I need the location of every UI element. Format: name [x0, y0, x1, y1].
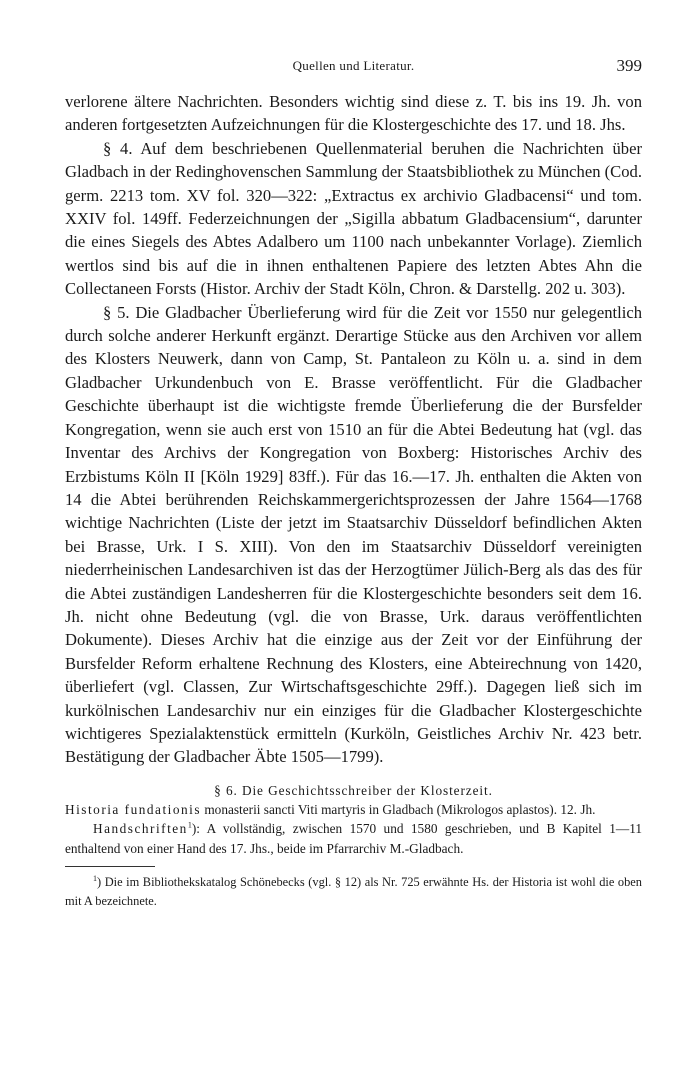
footnote-rule — [65, 866, 155, 867]
footnote-reference: 1 — [187, 820, 192, 830]
page-number: 399 — [616, 56, 642, 75]
main-text — [65, 90, 642, 769]
manuscripts-description: ): A vollständig, zwischen 1570 und 1580 geschrieben, und B Kapitel 1—11 enthaltend von einer Hand des 17. Jhs., beide im Pfarrarchiv M.-Gladbach. — [65, 821, 642, 856]
footnote-text: ) Die im Bibliothekskatalog Schönebecks (vgl. § 12) als Nr. 725 erwähnte Hs. der Historia ist wohl die oben mit A bezeichnete. — [65, 875, 642, 908]
section-6-heading: § 6. Die Geschichtsschreiber der Klosterzeit. — [214, 782, 493, 798]
paragraph-continuation: verlorene ältere Nachrichten. Besonders wichtig sind diese z. T. bis ins 19. Jh. von anderen fortgesetzten Aufzeichnungen für die Klostergeschichte des 17. und 18. Jhs. — [65, 92, 642, 135]
manuscripts-entry — [65, 819, 642, 858]
paragraph-section-4: § 4. Auf dem beschriebenen Quellenmaterial beruhen die Nachrichten über Gladbach in der Redinghovenschen Sammlung der Staatsbibliothek zu München (Cod. germ. 2213 tom. XV fol. 320—322: „Extractus ex archivio Gladbacensi“ und tom. XXIV fol. 149ff. Federzeichnungen der „Sigilla abbatum Gladbacensium“, darunter die eines Siegels des Abtes Adalbero um 1100 nach unbekannter Vorlage). Ziemlich wertlos sind bis auf die in ihnen enthaltenen Papiere des letzten Abtes Ahn die Collectaneen Forsts (Histor. Archiv der Stadt Köln, Chron. & Darstellg. 202 u. 303). — [65, 138, 642, 299]
historia-title: Historia fundationis — [65, 801, 201, 817]
manuscripts-label: Handschriften — [93, 821, 188, 837]
document-page — [65, 56, 642, 910]
footnote — [65, 873, 642, 910]
page-header — [65, 56, 642, 84]
running-title: Quellen und Literatur. — [292, 58, 415, 73]
historia-entry — [65, 800, 642, 819]
paragraph-section-5: § 5. Die Gladbacher Überlieferung wird für die Zeit vor 1550 nur gelegentlich durch solche anderer Herkunft ergänzt. Derartige Stücke aus den Archiven vor allem des Klosters Neuwerk, dann von Camp, St. Pantaleon zu Köln u. a. sind in dem Gladbacher Urkundenbuch von E. Brasse veröffentlicht. Für die Gladbacher Geschichte überhaupt ist die wichtigste fremde Überlieferung die der Bursfelder Kongregation, wenn sie auch erst von 1510 an für die Abtei Bedeutung hat (vgl. das Inventar des Archivs der Kongregation von Boxberg: Historisches Archiv des Erzbistums Köln II [Köln 1929] 83ff.). Für das 16.—17. Jh. enthalten die Akten von 14 die Abtei berührenden Reichskammergerichtsprozessen der Jahre 1564—1768 wichtige Nachrichten (Liste der jetzt im Staatsarchiv Düsseldorf befindlichen Akten bei Brasse, Urk. I S. XIII). Von den im Staatsarchiv Düsseldorf vereinigten niederrheinischen Landesarchiven ist das der Herzogtümer Jülich-Berg als das des für die Abtei zuständigen Landesherren für die Klostergeschichte besonders seit dem 16. Jh. nicht ohne Bedeutung (vgl. die von Brasse, Urk. daraus veröffentlichten Dokumente). Dieses Archiv hat die einzige aus der Zeit vor der Einführung der Bursfelder Reform erhaltene Rechnung des Klosters, eine Abteirechnung von 1420, überliefert (vgl. Classen, Zur Wirtschaftsgeschichte 29ff.). Dagegen ließ sich im kurkölnischen Landesarchiv nur ein einziges für die Gladbacher Klostergeschichte wichtigeres Spezialaktenstück ermitteln (Kurköln, Geistliches Archiv Nr. 423 betr. Bestätigung der Gladbacher Äbte 1505—1799). — [65, 302, 642, 767]
section-6-entries — [65, 800, 642, 858]
historia-description: monasterii sancti Viti martyris in Gladbach (Mikrologos aplastos). 12. Jh. — [201, 801, 596, 817]
footnote-mark: 1 — [93, 873, 97, 883]
